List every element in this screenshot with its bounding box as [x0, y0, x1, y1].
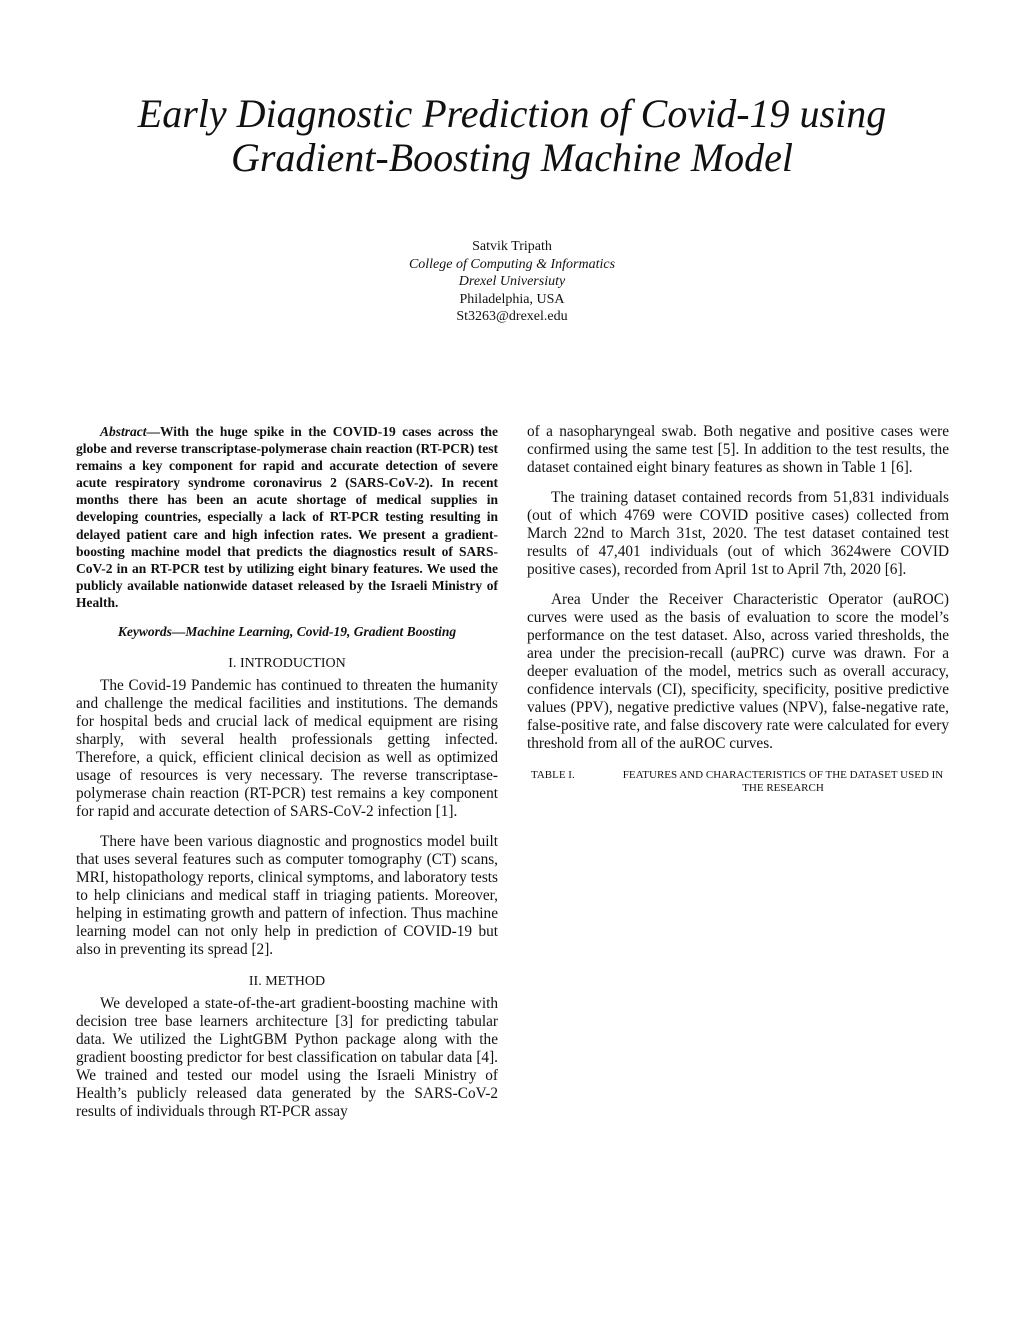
- intro-paragraph-2: There have been various diagnostic and prognostics model built that uses several features such as computer tomography (CT) scans, MRI, histopathology reports, clinical symptoms, and laboratory tests to help clinicians and medical staff in triaging patients. Moreover, helping in estimating growth and pattern of infection. Thus machine learning model can not only help in prediction of COVID-19 but also in preventing its spread [2].: [76, 833, 498, 959]
- keywords: Keywords—Machine Learning, Covid-19, Gradient Boosting: [117, 624, 457, 640]
- method-paragraph-1: We developed a state-of-the-art gradient-boosting machine with decision tree base learners architecture [3] for predicting tabular data. We utilized the LightGBM Python package along with the gradient boosting predictor for best classification on tabular data [4]. We trained and tested our model using the Israeli Ministry of Health’s publicly released data generated by the SARS-CoV-2 results of individuals through RT-PCR assay: [76, 995, 498, 1121]
- abstract-label: Abstract: [100, 424, 147, 439]
- author-university: Drexel Universiuty: [458, 274, 566, 289]
- table-label: TABLE I.: [531, 769, 575, 781]
- table-caption: [527, 769, 949, 795]
- right-column: [527, 423, 949, 795]
- author-name: Satvik Tripath: [472, 239, 552, 254]
- author-location: Philadelphia, USA: [459, 291, 565, 307]
- intro-paragraph-1: The Covid-19 Pandemic has continued to threaten the humanity and challenge the medical facilities and institutions. The demands for hospital beds and crucial lack of medical equipment are rising sharply, with several health professionals getting infected. Therefore, a quick, efficient clinical decision as well as optimized usage of resources is very necessary. The reverse transcriptase-polymerase chain reaction (RT-PCR) test remains a key component for rapid and accurate detection of SARS-CoV-2 infection [1].: [76, 677, 498, 821]
- paper-title: [0, 92, 1024, 180]
- author-email[interactable]: St3263@drexel.edu: [456, 309, 568, 324]
- author-block: [0, 238, 1024, 326]
- left-column: [76, 423, 498, 1121]
- section-heading-introduction: I. INTRODUCTION: [228, 656, 346, 672]
- author-department: College of Computing & Informatics: [408, 256, 616, 272]
- abstract-text: —With the huge spike in the COVID-19 cases across the globe and reverse transcriptase-polymerase chain reaction (RT-PCR) test remains a key component for rapid and accurate detection of severe acute respiratory syndrome coronavirus 2 (SARS-CoV-2). In recent months there has been an acute shortage of medical supplies in developing countries, especially a lack of RT-PCR testing resulting in delayed patient care and high infection rates. We present a gradient-boosting machine model that predicts the diagnostics result of SARS-CoV-2 in an RT-PCR test by utilizing eight binary features. We used the publicly available nationwide dataset released by the Israeli Ministry of Health.: [76, 424, 498, 610]
- table-caption-text: FEATURES AND CHARACTERISTICS OF THE DATASET USED IN THE RESEARCH: [622, 769, 944, 794]
- section-heading-method: II. METHOD: [248, 974, 326, 990]
- title-line-2: Gradient-Boosting Machine Model: [230, 135, 794, 180]
- method-paragraph-1-continued: of a nasopharyngeal swab. Both negative and positive cases were confirmed using the same test [5]. In addition to the test results, the dataset contained eight binary features as shown in Table 1 [6].: [527, 423, 949, 476]
- title-line-1: Early Diagnostic Prediction of Covid-19 using: [137, 91, 887, 136]
- method-paragraph-2: The training dataset contained records from 51,831 individuals (out of which 4769 were COVID positive cases) collected from March 22nd to March 31st, 2020. The test dataset contained test results of 47,401 individuals (out of which 3624were COVID positive cases), recorded from April 1st to April 7th, 2020 [6].: [527, 489, 949, 578]
- abstract: [76, 423, 498, 611]
- method-paragraph-3: Area Under the Receiver Characteristic Operator (auROC) curves were used as the basis of evaluation to score the model’s performance on the test dataset. Also, across varied thresholds, the area under the precision-recall (auPRC) curve was drawn. For a deeper evaluation of the model, metrics such as overall accuracy, confidence intervals (CI), specificity, specificity, positive predictive values (PPV), negative predictive values (NPV), false-negative rate, false-positive rate, and false discovery rate were calculated for every threshold from all of the auROC curves.: [527, 591, 949, 752]
